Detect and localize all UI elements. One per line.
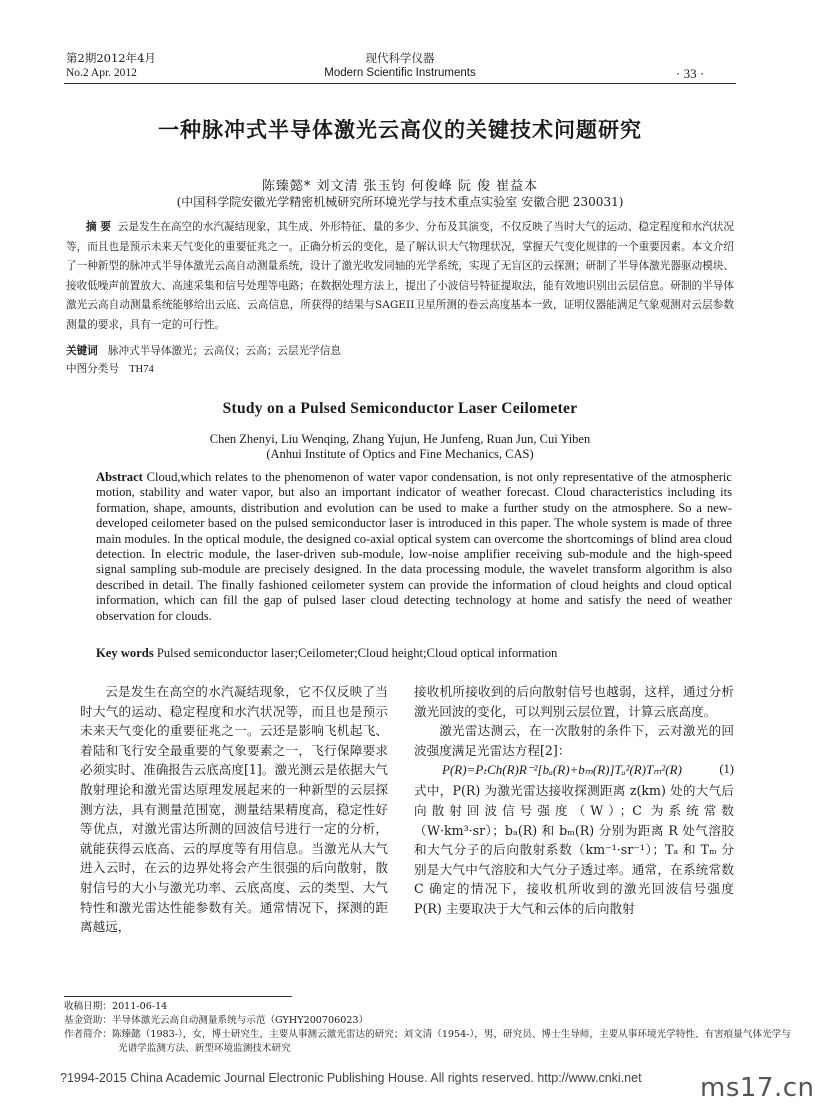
watermark: ms17.cn: [700, 1073, 815, 1103]
issue-zh: 第2期2012年4月: [66, 51, 156, 65]
keywords-zh: [66, 343, 734, 360]
keywords-zh-text: 脉冲式半导体激光；云高仪；云高；云层光学信息: [107, 345, 341, 357]
abstract-en-text: Cloud,which relates to the phenomenon of water vapor condensation, is not only representative of the atmospheric motion, stability and water vapor, but also an important indicator of weather forecast. Cloud characteristics including its formation, shape, amounts, distribution and evolution can be used to make a further study on the atmosphere. So a new-developed ceilometer based on the pulsed semiconductor laser is introduced in this paper. The whole system is made of three main modules. In the optical module, the designed co-axial optical system can overcome the shortcomings of blind area cloud detection. In electric module, the laser-driven sub-module, low-noise amplifier receiving sub-module and the high-speed signal sampling sub-module are precisely designed. In the data processing module, the wavelet transform algorithm is also described in detail. The finally fashioned ceilometer system can provide the information of cloud heights and cloud optical information, which can fill the gap of pulsed laser cloud detecting technology at home and satisfy the need of weather observation for clouds.: [96, 470, 732, 623]
english-title: Study on a Pulsed Semiconductor Laser Ceilometer: [222, 400, 578, 417]
body-right-column: [414, 682, 734, 919]
classification-zh: [66, 361, 734, 378]
abstract-zh-text: 云是发生在高空的水汽凝结现象，其生成、外形特征、量的多少、分布及其演变，不仅反映了当时大气的运动、稳定程度和水汽状况等，而且也是预示未来天气变化的重要征兆之一。正确分析云的变化，是了解认识大气物理状况，掌握天气变化规律的一个重要因素。本文介绍了一种新型的脉冲式半导体激光云高自动测量系统，设计了激光收发同轴的光学系统，实现了无盲区的云探测；研制了半导体激光器驱动模块、接收低噪声前置放大、高速采集和信号处理等电路；在数据处理方法上，提出了小波信号特征提取法，能有效地识别出云层信息。研制的半导体激光云高自动测量系统能够给出云底、云高信息，所获得的结果与SAGEII卫星所测的卷云高度基本一致，证明仪器能满足气象观测对云层参数测量的要求，具有一定的可行性。: [66, 221, 734, 331]
journal-zh: 现代科学仪器: [365, 51, 435, 65]
equation-number: (1): [719, 762, 734, 777]
body-paragraph: 云是发生在高空的水汽凝结现象，它不仅反映了当时大气的运动、稳定程度和水汽状况等，而且也是预示未来天气变化的重要征兆之一。云还是影响飞机起飞、着陆和飞行安全最重要的气象要素之一，飞行保障要求必须实时、准确报告云底高度[1]。激光测云是依据大气散射理论和激光雷达原理发展起来的一种新型的云层探测方法，具有测量范围宽，测量结果精度高，稳定性好等优点，对激光雷达所测的回波信号进行一定的分析，就能获得云底高、云的厚度等有用信息。当激光从大气进入云时，在云的边界处将会产生很强的后向散射，散射信号的大小与激光功率、云底高度、云的类型、大气特性和激光雷达性能参数有关。通常情况下，探测的距离越远，: [80, 684, 388, 935]
lidar-equation: P(R)=PₜCh(R)R⁻²[bₐ(R)+bₘ(R)]Tₐ²(R)Tₘ²(R): [442, 762, 682, 778]
english-authors: Chen Zhenyi, Liu Wenqing, Zhang Yujun, He Junfeng, Ruan Jun, Cui Yiben: [209, 432, 591, 446]
affiliation: (中国科学院安徽光学精密机械研究所环境光学与技术重点实验室 安徽合肥 230031): [176, 195, 624, 209]
body-paragraph: 式中，P(R) 为激光雷达接收探测距离 z(km) 处的大气后向散射回波信号强度（W）；C 为系统常数（W·km³·sr）；bₐ(R) 和 bₘ(R) 分别为距离 R 处气溶胶和大气分子的后向散射系数（km⁻¹·sr⁻¹）；Tₐ 和 Tₘ 分别是大气中气溶胶和大气分子透过率。通常，在系统常数 C 确定的情况下，接收机所收到的激光回波信号强度 P(R) 主要取决于大气和云体的后向散射: [414, 783, 734, 916]
keywords-en: [96, 646, 732, 661]
footnote-received: 收稿日期：2011-06-14: [64, 1001, 168, 1012]
keywords-en-text: Pulsed semiconductor laser;Ceilometer;Cloud height;Cloud optical information: [156, 646, 558, 660]
body-paragraph: 接收机所接收到的后向散射信号也越弱，这样，通过分析激光回波的变化，可以判别云层位置，计算云底高度。: [414, 684, 734, 719]
keywords-zh-label: 关键词: [66, 345, 98, 357]
footnote-fund: 基金资助：半导体激光云高自动测量系统与示范（GYHY200706023）: [64, 1015, 369, 1026]
keywords-en-label: Key words: [96, 646, 154, 660]
abstract-zh: [66, 218, 734, 335]
classification-label: 中图分类号: [66, 363, 119, 375]
issue-en: No.2 Apr. 2012: [66, 67, 137, 79]
body-paragraph: 激光雷达测云，在一次散射的条件下，云对激光的回波强度满足光雷达方程[2]：: [414, 723, 734, 758]
copyright-footer: ?1994-2015 China Academic Journal Electronic Publishing House. All rights reserved. http://www.cnki.net: [60, 1071, 642, 1085]
classification-code: TH74: [129, 364, 154, 375]
abstract-en-label: Abstract: [96, 470, 143, 484]
body-left-column: [80, 682, 388, 937]
journal-en: Modern Scientific Instruments: [324, 67, 476, 79]
footnote-rule: [64, 996, 292, 997]
authors: 陈臻懿* 刘文清 张玉钧 何俊峰 阮 俊 崔益本: [261, 179, 539, 194]
equation-row: [414, 760, 734, 781]
abstract-en: [96, 470, 732, 624]
paper-title: 一种脉冲式半导体激光云高仪的关键技术问题研究: [158, 118, 642, 142]
abstract-zh-label: 摘 要: [86, 221, 111, 233]
footnote-bio: 作者简介：陈臻懿（1983-），女，博士研究生，主要从事测云激光雷达的研究；刘文清（1954-），男，研究员、博士生导师，主要从事环境光学特性、有害痕量气体光学与光谱学监测方法、新型环境监测技术研究: [64, 1029, 791, 1054]
header-rule: [64, 83, 736, 84]
page-number: · 33 ·: [676, 66, 705, 81]
english-affiliation: (Anhui Institute of Optics and Fine Mechanics, CAS): [266, 447, 534, 461]
